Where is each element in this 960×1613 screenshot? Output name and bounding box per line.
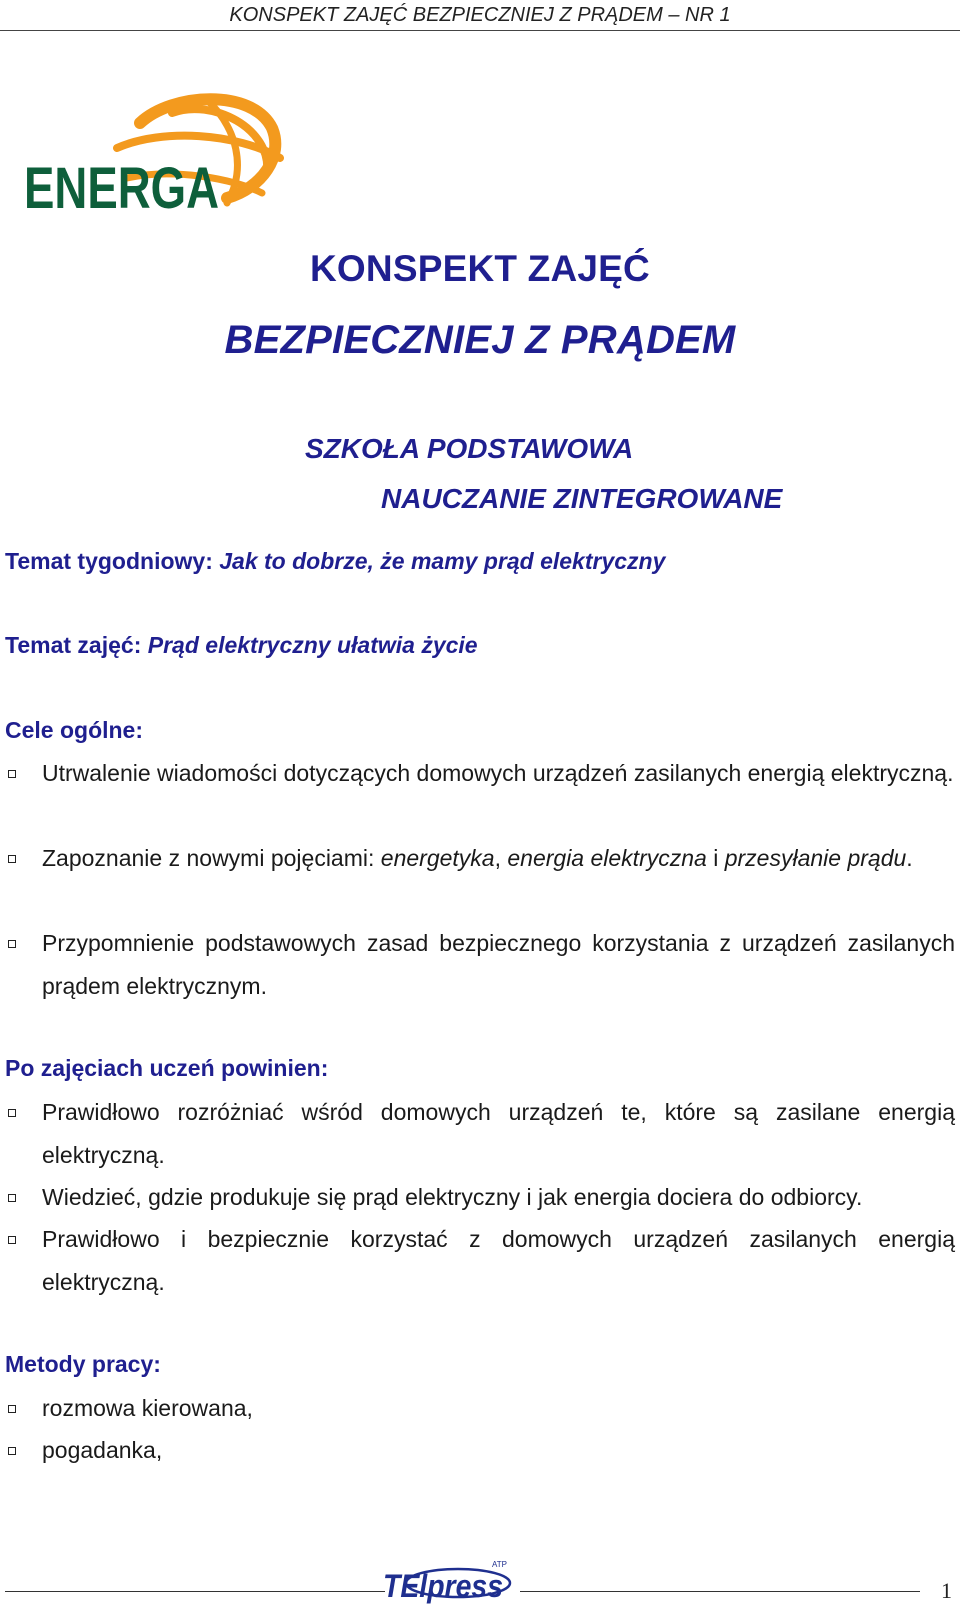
term-energetyka: energetyka bbox=[380, 845, 495, 871]
square-bullet-icon bbox=[8, 1236, 16, 1244]
footer-rule-left bbox=[5, 1591, 385, 1592]
outcome-text: Prawidłowo i bezpiecznie korzystać z domowych urządzeń zasilanych energią elektryczną. bbox=[42, 1226, 955, 1295]
telpress-logo-badge: ATP bbox=[492, 1560, 507, 1569]
goal-text: Przypomnienie podstawowych zasad bezpiecznego korzystania z urządzeń zasilanych prądem elektrycznym. bbox=[42, 930, 955, 999]
outcome-item bbox=[5, 1176, 955, 1219]
goal-text: Utrwalenie wiadomości dotyczących domowych urządzeń zasilanych energią elektryczną. bbox=[42, 760, 954, 786]
method-text: pogadanka, bbox=[42, 1437, 163, 1463]
class-topic-label: Temat zajęć: bbox=[5, 632, 142, 658]
square-bullet-icon bbox=[8, 940, 16, 948]
term-energia-elektryczna: energia elektryczna bbox=[507, 845, 707, 871]
method-text: rozmowa kierowana, bbox=[42, 1395, 253, 1421]
outcomes-heading: Po zajęciach uczeń powinien: bbox=[5, 1055, 329, 1081]
goal-item bbox=[5, 922, 955, 1008]
page-number: 1 bbox=[941, 1578, 952, 1603]
method-item bbox=[5, 1429, 955, 1472]
running-header: KONSPEKT ZAJĘĆ BEZPIECZNIEJ Z PRĄDEM – NR 1 bbox=[229, 4, 731, 26]
weekly-topic-label: Temat tygodniowy: bbox=[5, 548, 213, 574]
general-goals-heading: Cele ogólne: bbox=[5, 717, 144, 743]
outcome-item bbox=[5, 1218, 955, 1304]
method-item bbox=[5, 1387, 955, 1430]
footer-rule-right bbox=[520, 1591, 920, 1592]
energa-logo bbox=[22, 88, 292, 223]
term-przesylanie-pradu: przesyłanie prądu bbox=[724, 845, 907, 871]
square-bullet-icon bbox=[8, 855, 16, 863]
teaching-mode: NAUCZANIE ZINTEGROWANE bbox=[381, 483, 783, 514]
logo-text: ENERGA bbox=[24, 156, 219, 221]
header-rule bbox=[0, 30, 960, 31]
square-bullet-icon bbox=[8, 1194, 16, 1202]
outcome-item bbox=[5, 1091, 955, 1177]
square-bullet-icon bbox=[8, 1405, 16, 1413]
goal-item bbox=[5, 837, 955, 880]
school-level: SZKOŁA PODSTAWOWA bbox=[305, 433, 634, 464]
telpress-logo bbox=[380, 1555, 515, 1613]
class-topic bbox=[5, 632, 478, 659]
document-title-line-1: KONSPEKT ZAJĘĆ bbox=[310, 248, 650, 289]
weekly-topic-value: Jak to dobrze, że mamy prąd elektryczny bbox=[219, 548, 666, 574]
square-bullet-icon bbox=[8, 1447, 16, 1455]
goal-item bbox=[5, 752, 955, 795]
telpress-logo-text: TElpress bbox=[383, 1568, 503, 1604]
outcome-text: Wiedzieć, gdzie produkuje się prąd elektryczny i jak energia dociera do odbiorcy. bbox=[42, 1184, 863, 1210]
square-bullet-icon bbox=[8, 770, 16, 778]
methods-heading: Metody pracy: bbox=[5, 1351, 161, 1377]
weekly-topic bbox=[5, 548, 665, 575]
goal-text: Zapoznanie z nowymi pojęciami: energetyka, energia elektryczna i przesyłanie prądu. bbox=[42, 845, 913, 871]
document-title-line-2: BEZPIECZNIEJ Z PRĄDEM bbox=[224, 318, 736, 362]
outcome-text: Prawidłowo rozróżniać wśród domowych urządzeń te, które są zasilane energią elektryczną. bbox=[42, 1099, 955, 1168]
class-topic-value: Prąd elektryczny ułatwia życie bbox=[147, 632, 478, 658]
square-bullet-icon bbox=[8, 1109, 16, 1117]
